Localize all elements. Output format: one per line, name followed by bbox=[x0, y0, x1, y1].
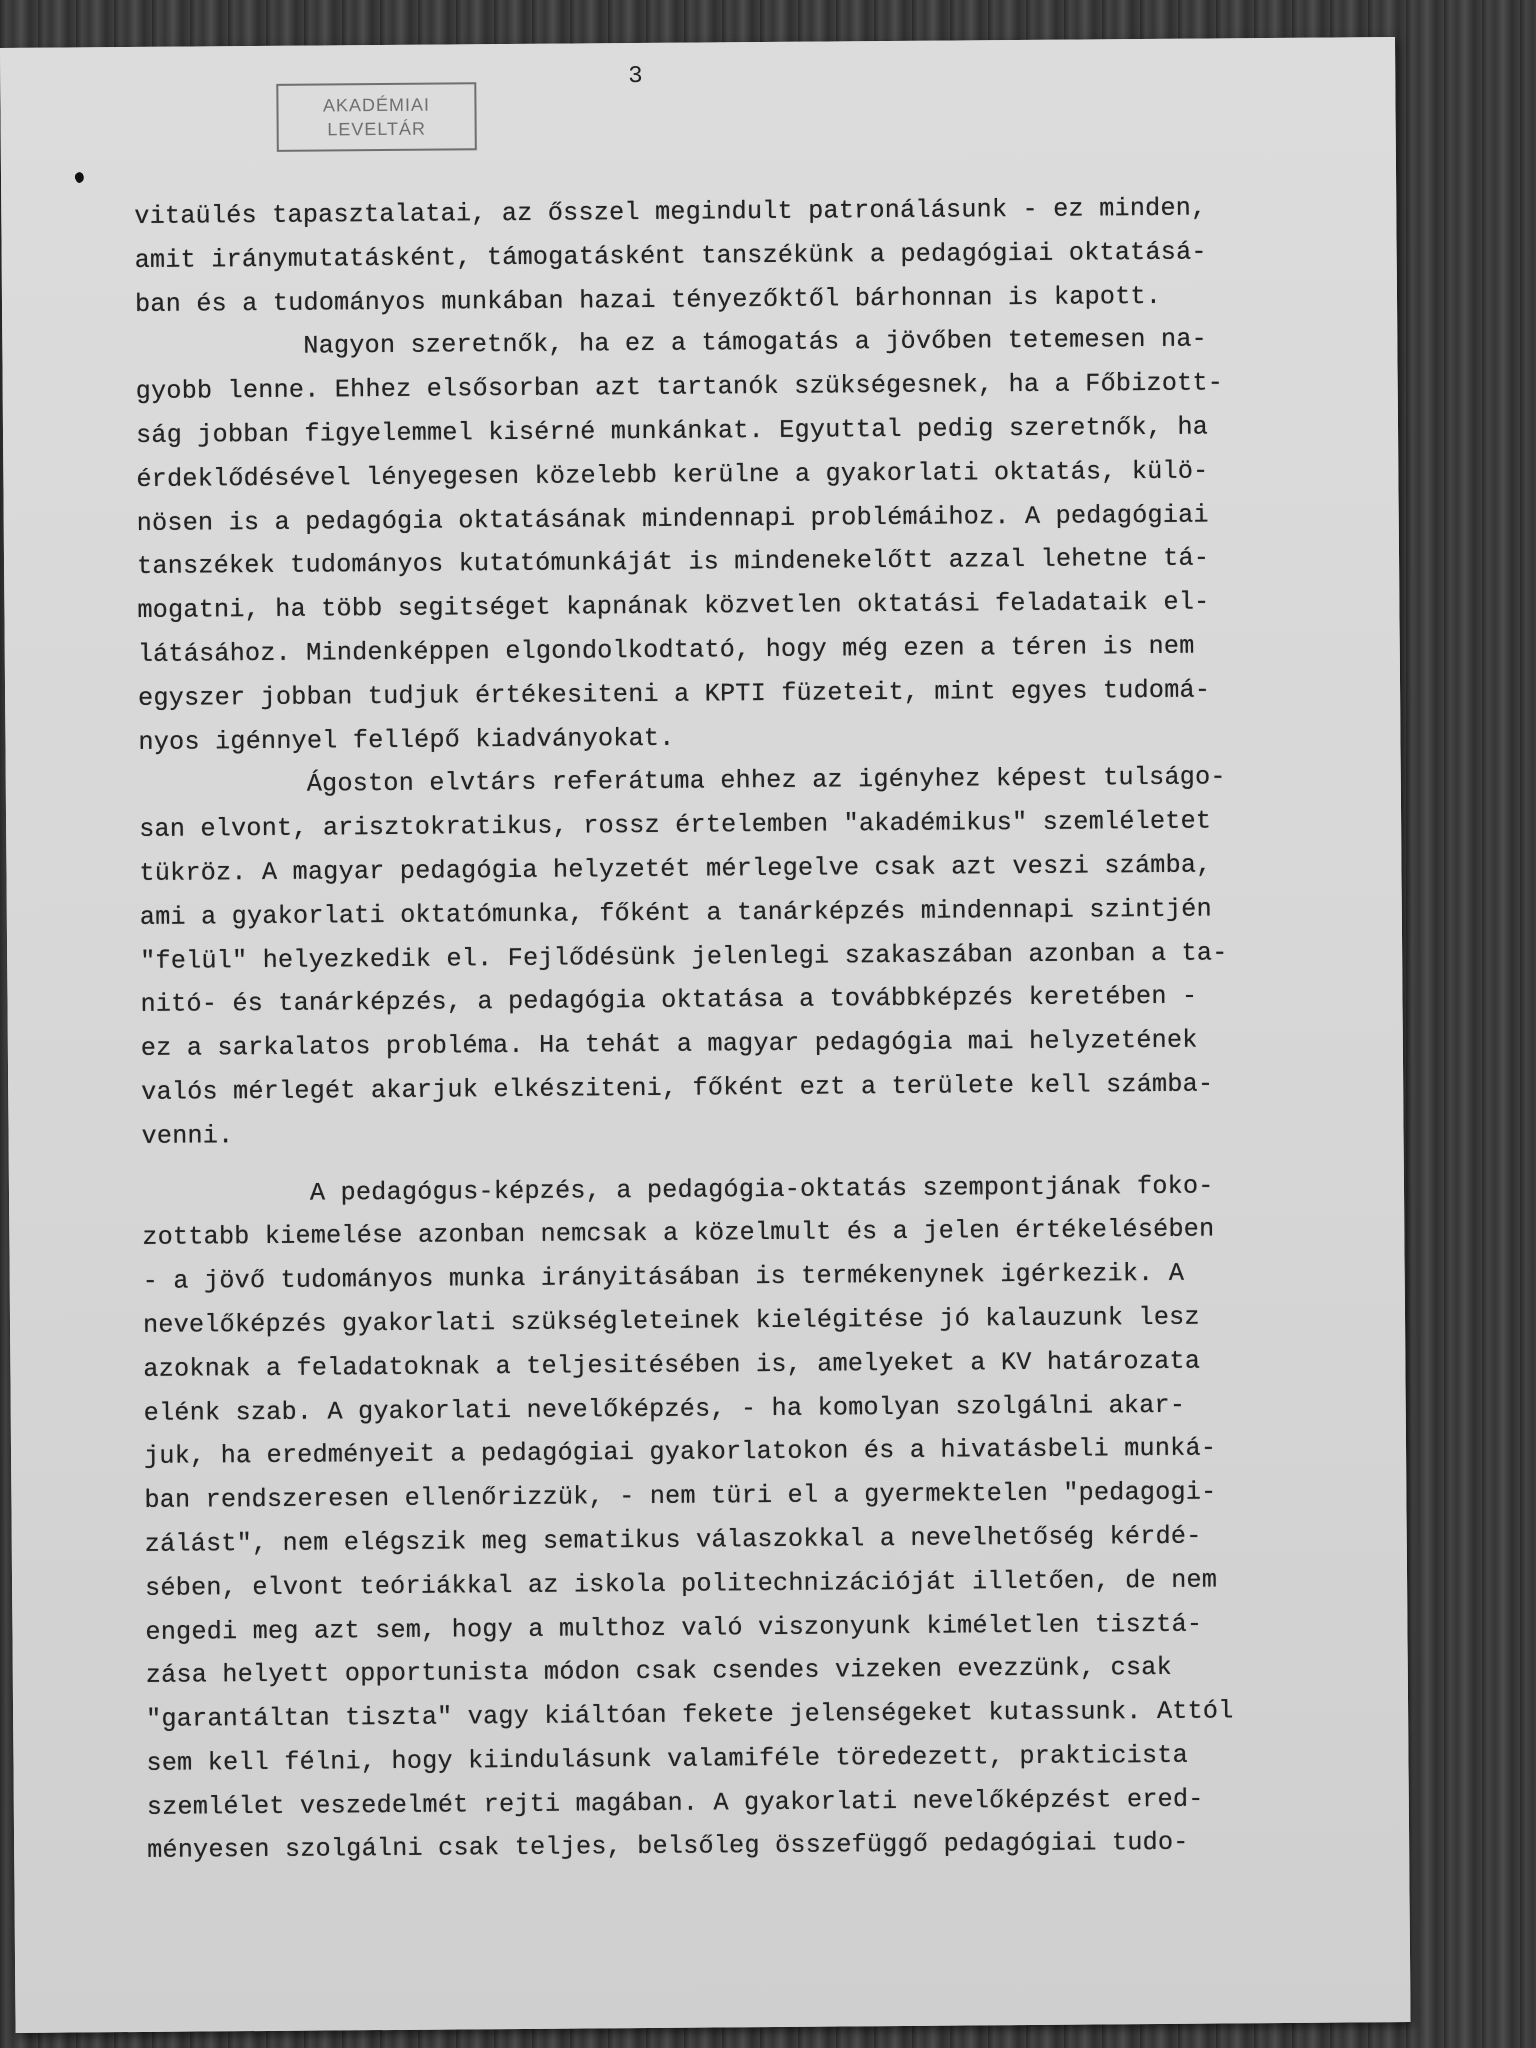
text-line: azoknak a feladatoknak a teljesitésében is, amelyeket a KV határozata bbox=[143, 1346, 1201, 1384]
text-line: engedi meg azt sem, hogy a multhoz való viszonyunk kiméletlen tisztá- bbox=[145, 1609, 1203, 1647]
text-line: - a jövő tudományos munka irányitásában is termékenynek igérkezik. A bbox=[142, 1258, 1185, 1297]
text-line: valós mérlegét akarjuk elkésziteni, főként ezt a területe kell számba- bbox=[141, 1069, 1214, 1107]
ink-mark bbox=[73, 171, 86, 184]
text-line: zása helyett opportunista módon csak csendes vizeken evezzünk, csak bbox=[145, 1653, 1172, 1691]
text-line: tanszékek tudományos kutatómunkáját is mindenekelőtt azzal lehetne tá- bbox=[136, 543, 1210, 582]
text-line: A pedagógus-képzés, a pedagógia-oktatás szempontjának foko- bbox=[309, 1171, 1214, 1208]
stamp-line-1: AKADÉMIAI bbox=[322, 94, 431, 116]
text-line: amit iránymutatásként, támogatásként tanszékünk a pedagógiai oktatásá- bbox=[134, 237, 1207, 275]
text-line: Ágoston elvtárs referátuma ehhez az igényhez képest tulságo- bbox=[306, 762, 1226, 799]
page-number: 3 bbox=[628, 62, 643, 91]
text-line: nyos igénnyel fellépő kiadványokat. bbox=[138, 723, 675, 757]
text-line: ez a sarkalatos probléma. Ha tehát a magyar pedagógia mai helyzetének bbox=[140, 1025, 1198, 1064]
text-line: gyobb lenne. Ehhez elsősorban azt tartanók szükségesnek, ha a Főbizott- bbox=[135, 368, 1224, 407]
document-page bbox=[0, 37, 1411, 2033]
text-line: nevelőképzés gyakorlati szükségleteinek kielégitése jó kalauzunk lesz bbox=[142, 1302, 1200, 1340]
text-line: elénk szab. A gyakorlati nevelőképzés, - ha komolyan szolgálni akar- bbox=[143, 1390, 1186, 1428]
text-line: venni. bbox=[141, 1120, 234, 1151]
text-line: ság jobban figyelemmel kisérné munkánkat. Egyuttal pedig szeretnők, ha bbox=[135, 412, 1209, 450]
text-line: érdeklődésével lényegesen közelebb kerülne a gyakorlati oktatás, külö- bbox=[136, 456, 1209, 494]
text-line: "garantáltan tiszta" vagy kiáltóan fekete jelenségeket kutassunk. Attól bbox=[146, 1696, 1234, 1734]
archive-stamp bbox=[276, 82, 477, 152]
text-line: zottabb kiemelése azonban nemcsak a közelmult és a jelen értékelésében bbox=[142, 1214, 1215, 1253]
text-line: sem kell félni, hogy kiindulásunk valamiféle töredezett, prakticista bbox=[146, 1740, 1188, 1778]
text-line: mogatni, ha több segitséget kapnának közvetlen oktatási feladataik el- bbox=[137, 587, 1210, 626]
text-line: ményesen szolgálni csak teljes, belsőleg összefüggő pedagógiai tudo- bbox=[147, 1828, 1189, 1866]
text-line: ban rendszeresen ellenőrizzük, - nem türi el a gyermektelen "pedagogi- bbox=[144, 1477, 1217, 1516]
text-line: nösen is a pedagógia oktatásának mindennapi problémáihoz. A pedagógiai bbox=[136, 500, 1209, 538]
text-line: san elvont, arisztokratikus, rossz értelemben "akadémikus" szemléletet bbox=[139, 806, 1212, 845]
text-line: ban és a tudományos munkában hazai tényezőktől bárhonnan is kapott. bbox=[134, 281, 1162, 319]
text-line: zálást", nem elégszik meg sematikus válaszokkal a nevelhetőség kérdé- bbox=[144, 1521, 1202, 1559]
text-line: tükröz. A magyar pedagógia helyzetét mérlegelve csak azt veszi számba, bbox=[139, 850, 1212, 888]
typed-text-body bbox=[134, 185, 1412, 1873]
text-line: látásához. Mindenképpen elgondolkodtató, hogy még ezen a téren is nem bbox=[137, 631, 1195, 669]
text-line: szemlélet veszedelmét rejti magában. A gyakorlati nevelőképzést ered- bbox=[146, 1784, 1204, 1822]
text-line: juk, ha eredményeit a pedagógiai gyakorlatokon és a hivatásbeli munká- bbox=[143, 1433, 1217, 1472]
text-line: nitó- és tanárképzés, a pedagógia oktatása a továbbképzés keretében - bbox=[140, 981, 1198, 1020]
text-line: "felül" helyezkedik el. Fejlődésünk jelenlegi szakaszában azonban a ta- bbox=[140, 937, 1228, 976]
text-line: vitaülés tapasztalatai, az ősszel megindult patronálásunk - ez minden, bbox=[134, 193, 1207, 231]
text-line: egyszer jobban tudjuk értékesiteni a KPTI füzeteit, mint egyes tudomá- bbox=[137, 675, 1211, 713]
stamp-line-2: LEVELTÁR bbox=[327, 118, 427, 140]
text-line: sében, elvont teóriákkal az iskola politechnizációját illetően, de nem bbox=[144, 1565, 1218, 1603]
text-line: Nagyon szeretnők, ha ez a támogatás a jövőben tetemesen na- bbox=[303, 324, 1208, 362]
text-line: ami a gyakorlati oktatómunka, főként a tanárképzés mindennapi szintjén bbox=[139, 894, 1212, 932]
